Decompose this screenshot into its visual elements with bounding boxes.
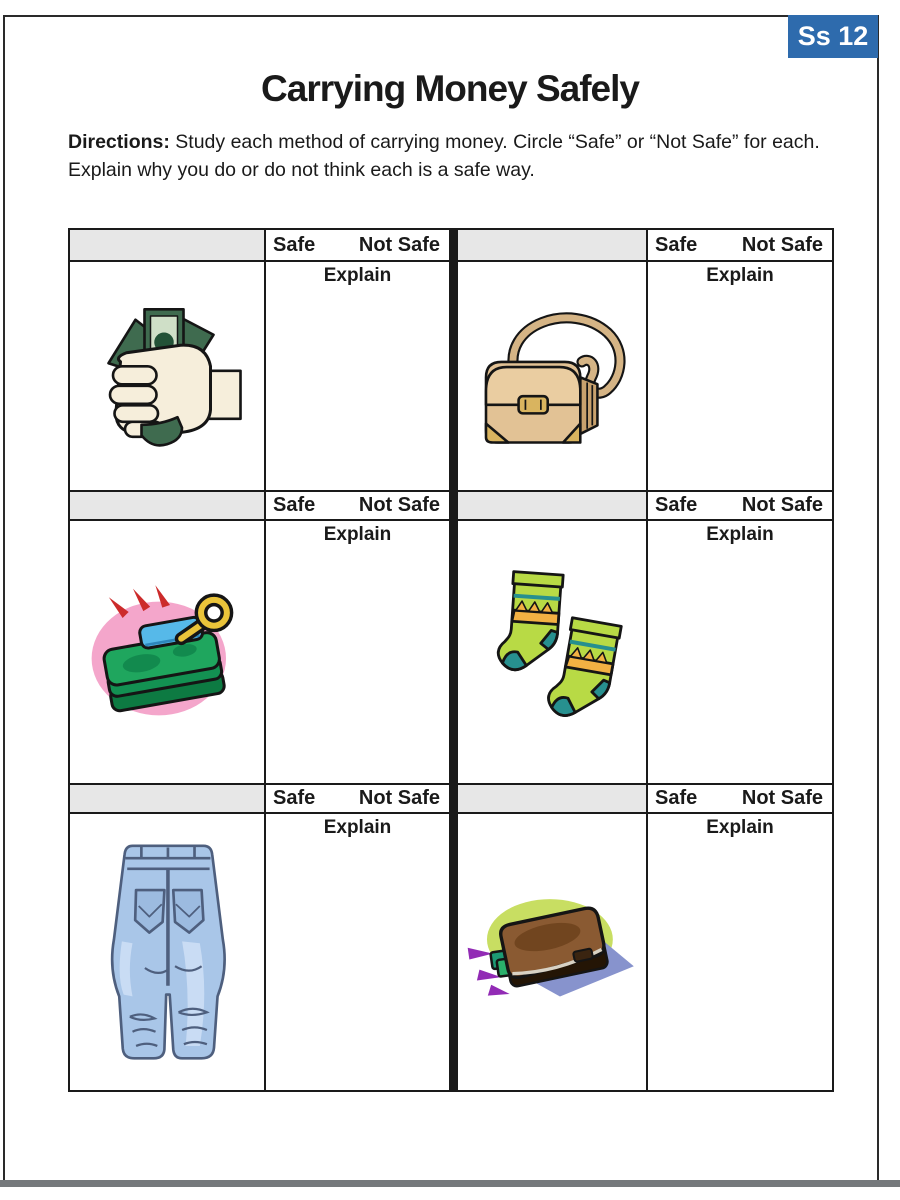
not-safe-option[interactable]: Not Safe: [741, 787, 823, 809]
explain-label: Explain: [706, 524, 774, 545]
page-title: Carrying Money Safely: [261, 68, 639, 109]
page-border-right: [877, 15, 879, 1182]
safe-option[interactable]: Safe: [655, 787, 698, 809]
explain-area[interactable]: [266, 814, 449, 1090]
explain-label: Explain: [706, 265, 774, 286]
socks-image: [458, 521, 646, 783]
image-header-cell: [458, 230, 646, 260]
explain-area[interactable]: [266, 521, 449, 783]
explain-area[interactable]: [266, 262, 449, 490]
center-divider: [451, 785, 456, 812]
explain-label: Explain: [706, 817, 774, 838]
safe-notsafe-header: [266, 492, 449, 519]
directions-line2: Explain why you do or do not think each is a safe way.: [68, 158, 535, 181]
page-border-left: [3, 15, 5, 1182]
money-clip-image: [70, 521, 264, 783]
page-border-top: [3, 15, 879, 17]
center-divider: [451, 230, 456, 260]
explain-label: Explain: [323, 817, 392, 838]
worksheet-table: [68, 228, 834, 1092]
directions-line1: Study each method of carrying money. Circle “Safe” or “Not Safe” for each.: [175, 131, 820, 153]
explain-area[interactable]: [648, 262, 832, 490]
money-in-hand-image: [70, 262, 264, 490]
not-safe-option[interactable]: Not Safe: [358, 233, 440, 256]
explain-area[interactable]: [648, 521, 832, 783]
explain-label: Explain: [323, 265, 392, 286]
safe-option[interactable]: Safe: [273, 787, 316, 809]
purse-image: [458, 262, 646, 490]
directions-label: Directions:: [68, 131, 170, 153]
safe-notsafe-header: [648, 492, 832, 519]
safe-option[interactable]: Safe: [273, 233, 316, 256]
directions-text: [68, 129, 834, 184]
explain-label: Explain: [323, 524, 392, 545]
safe-notsafe-header: [648, 785, 832, 812]
center-divider: [451, 262, 456, 490]
safe-option[interactable]: Safe: [273, 494, 316, 516]
image-header-cell: [458, 785, 646, 812]
safe-option[interactable]: Safe: [655, 494, 698, 516]
center-divider: [451, 492, 456, 519]
safe-notsafe-header: [266, 230, 449, 260]
page-bottom-bar: [0, 1180, 900, 1187]
image-header-cell: [70, 785, 264, 812]
safe-option[interactable]: Safe: [655, 233, 698, 256]
center-divider: [451, 521, 456, 783]
not-safe-option[interactable]: Not Safe: [741, 494, 823, 516]
explain-area[interactable]: [648, 814, 832, 1090]
worksheet-code-badge: Ss 12: [788, 15, 878, 58]
safe-notsafe-header: [648, 230, 832, 260]
center-divider: [451, 814, 456, 1090]
jeans-image: [70, 814, 264, 1090]
safe-notsafe-header: [266, 785, 449, 812]
not-safe-option[interactable]: Not Safe: [358, 787, 440, 809]
image-header-cell: [458, 492, 646, 519]
not-safe-option[interactable]: Not Safe: [358, 494, 440, 516]
image-header-cell: [70, 230, 264, 260]
image-header-cell: [70, 492, 264, 519]
not-safe-option[interactable]: Not Safe: [741, 233, 823, 256]
wallet-image: [458, 814, 646, 1090]
